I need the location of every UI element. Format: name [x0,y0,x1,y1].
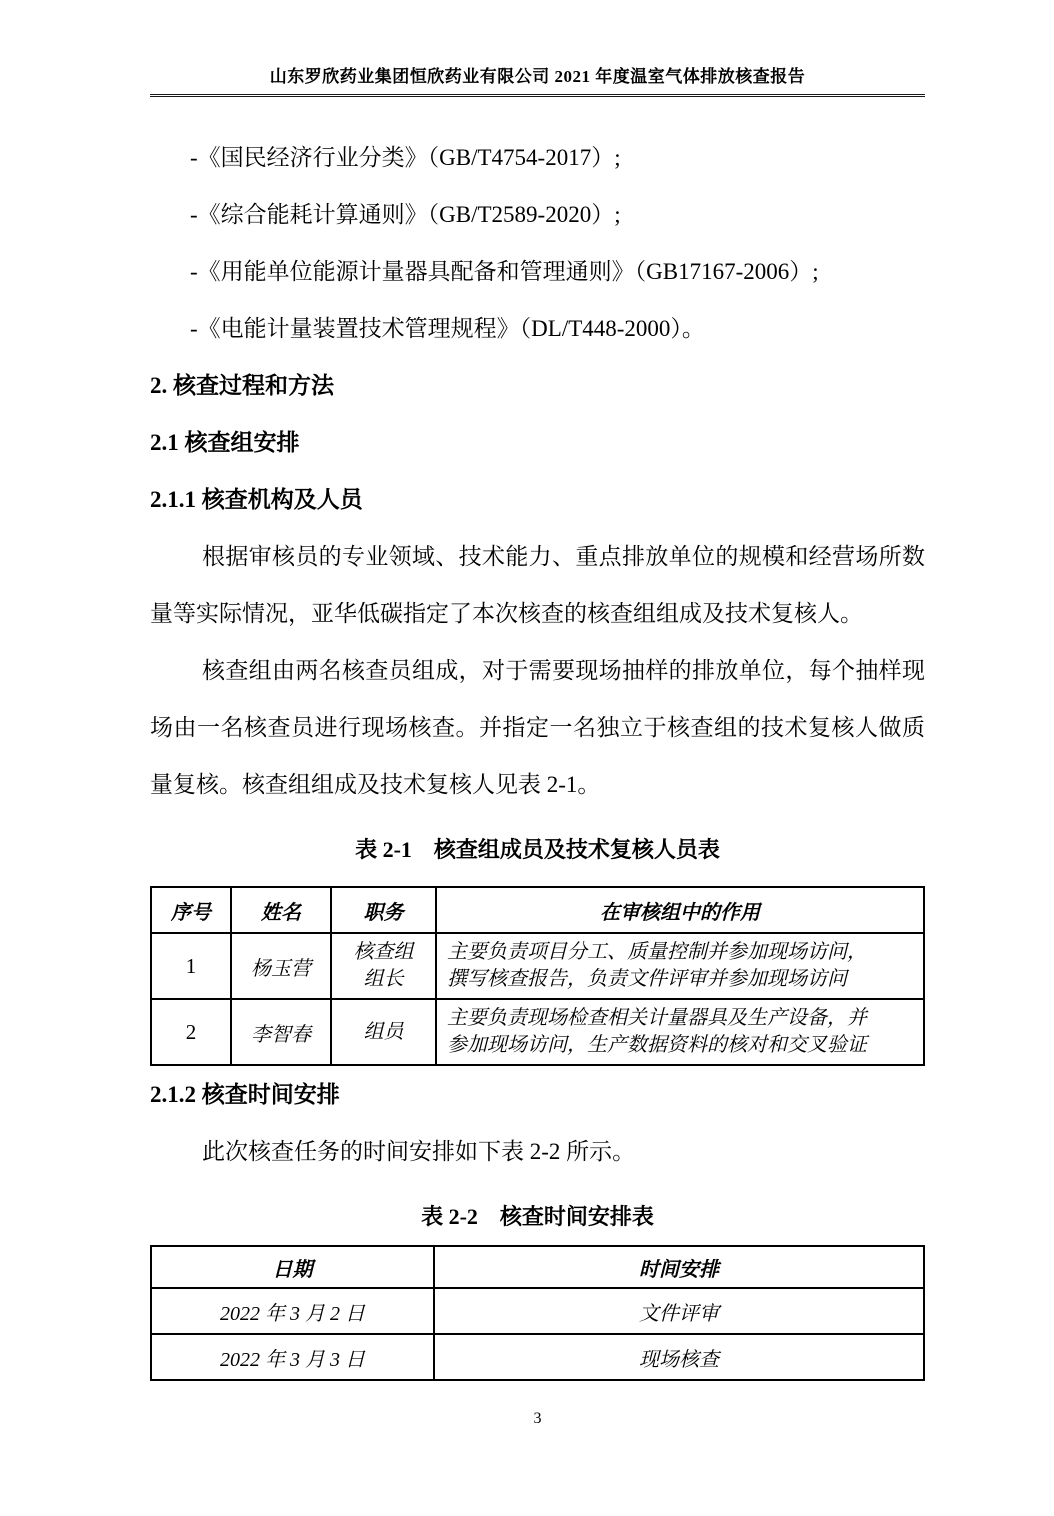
reference-item: -《综合能耗计算通则》（GB/T2589-2020）; [190,202,621,227]
paragraph-team-composition: 核查组由两名核查员组成，对于需要现场抽样的排放单位，每个抽样现场由一名核查员进行现场核查。并指定一名独立于核查组的技术复核人做质量复核。核查组组成及技术复核人见表 2-1。 [150,658,925,797]
table-2-1-caption: 表 2-1 核查组成员及技术复核人员表 [355,837,720,862]
reference-item: -《用能单位能源计量器具配备和管理通则》（GB17167-2006）; [190,259,819,284]
table-header-row [151,887,924,933]
page-number: 3 [533,1410,542,1427]
cell-activity: 文件评审 [434,1288,924,1334]
cell-duty [436,933,924,999]
duty-line: 撰写核查报告，负责文件评审并参加现场访问 [447,968,847,990]
paragraph-schedule-intro: 此次核查任务的时间安排如下表 2-2 所示。 [202,1139,636,1164]
paragraph-team-basis: 根据审核员的专业领域、技术能力、重点排放单位的规模和经营场所数量等实际情况，亚华低碳指定了本次核查的核查组组成及技术复核人。 [150,544,925,626]
verification-team-table [150,886,925,1066]
table-2-2-caption: 表 2-2 核查时间安排表 [421,1204,654,1229]
table-row [151,933,924,999]
cell-no: 1 [151,933,231,999]
heading-2-1-1: 2.1.1 核查机构及人员 [150,487,363,512]
page-header-title: 山东罗欣药业集团恒欣药业有限公司 2021 年度温室气体排放核查报告 [150,0,925,97]
heading-2-1-2: 2.1.2 核查时间安排 [150,1082,340,1107]
cell-date: 2022 年 3 月 3 日 [151,1334,434,1380]
duty-line: 主要负责项目分工、质量控制并参加现场访问， [447,941,867,963]
role-line: 核查组 [353,941,414,963]
cell-role [331,999,436,1065]
col-header-name: 姓名 [231,887,331,933]
heading-2: 2. 核查过程和方法 [150,373,334,398]
schedule-table [150,1245,925,1381]
duty-line: 主要负责现场检查相关计量器具及生产设备，并 [447,1007,867,1029]
table-row [151,1334,924,1380]
col-header-date: 日期 [151,1246,434,1288]
cell-name: 杨玉营 [231,933,331,999]
heading-2-1: 2.1 核查组安排 [150,430,300,455]
duty-line: 参加现场访问，生产数据资料的核对和交叉验证 [447,1034,867,1056]
cell-role [331,933,436,999]
reference-item: -《国民经济行业分类》（GB/T4754-2017）; [190,145,621,170]
reference-item: -《电能计量装置技术管理规程》（DL/T448-2000）。 [190,316,705,341]
role-line: 组长 [363,968,404,990]
role-line: 组员 [363,1020,404,1043]
col-header-role: 职务 [331,887,436,933]
table-row [151,1288,924,1334]
reference-list [150,129,925,357]
col-header-duty: 在审核组中的作用 [436,887,924,933]
cell-name: 李智春 [231,999,331,1065]
cell-no: 2 [151,999,231,1065]
col-header-no: 序号 [151,887,231,933]
table-header-row [151,1246,924,1288]
cell-duty [436,999,924,1065]
cell-date: 2022 年 3 月 2 日 [151,1288,434,1334]
col-header-activity: 时间安排 [434,1246,924,1288]
table-row [151,999,924,1065]
cell-activity: 现场核查 [434,1334,924,1380]
